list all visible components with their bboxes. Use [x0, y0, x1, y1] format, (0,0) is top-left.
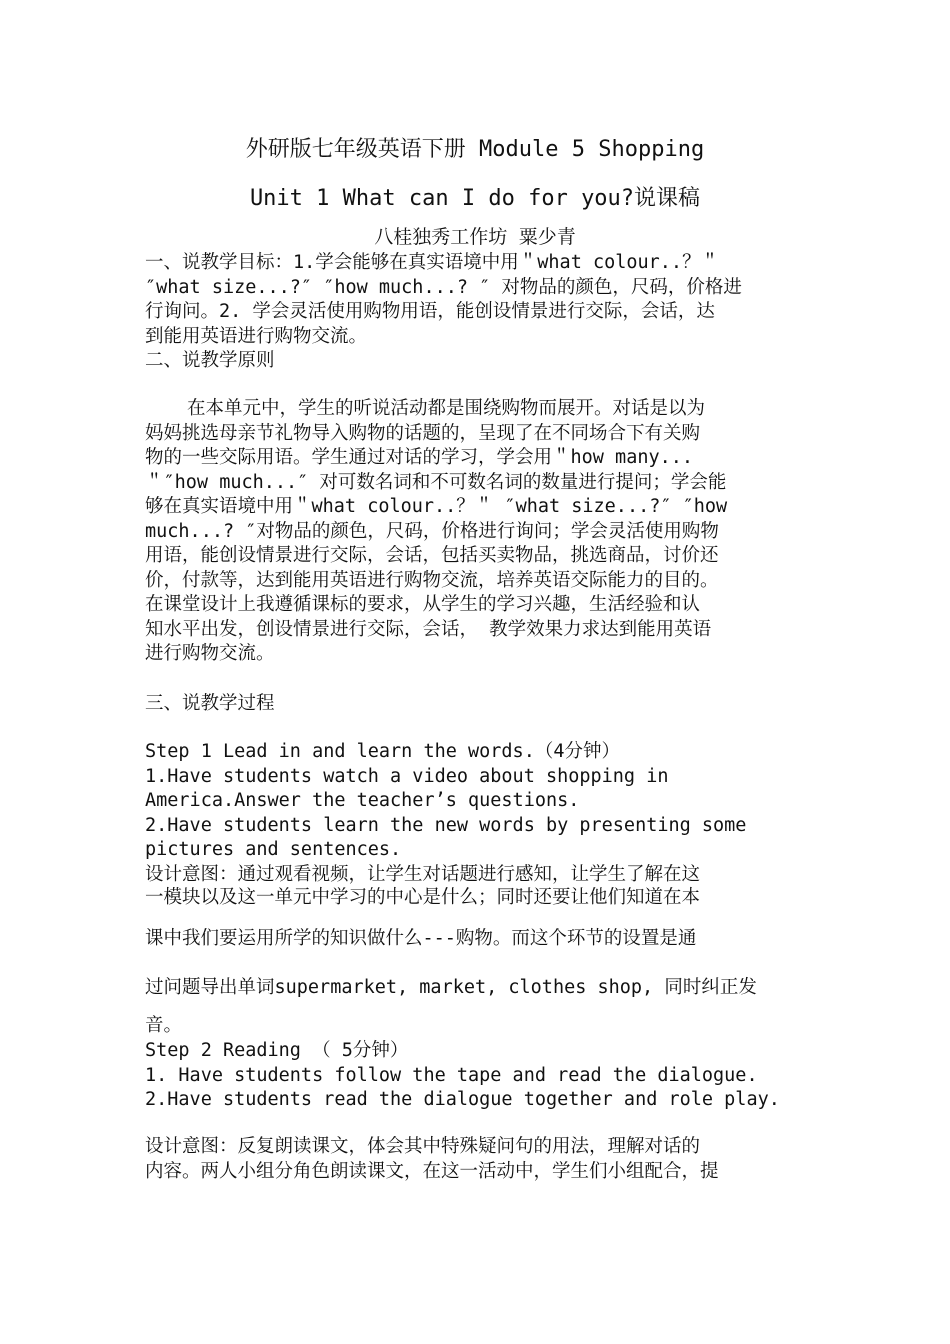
- step1-design-block: [145, 1014, 807, 1039]
- step-item: America.Answer the teacher’s questions.: [145, 790, 580, 811]
- paragraph-line: 用语，能创设情景进行交际，会话，包括买卖物品，挑选商品，讨价还: [145, 545, 719, 566]
- paragraph-line: ＂″how much...″ 对可数名词和不可数名词的数量进行提问；学会能: [145, 471, 727, 493]
- step-item: 2.Have students learn the new words by presenting some: [145, 814, 747, 836]
- step-item: 2.Have students read the dialogue together and role play.: [145, 1089, 780, 1110]
- step1-design-block: [145, 927, 807, 952]
- step-item: 1. Have students follow the tape and read the dialogue.: [145, 1064, 758, 1086]
- author-line: 八桂独秀工作坊 粟少青: [374, 226, 576, 248]
- paragraph-line: 价，付款等，达到能用英语进行购物交流，培养英语交际能力的目的。: [145, 569, 719, 591]
- step-item: 1.Have students watch a video about shopping in: [145, 765, 669, 787]
- paragraph-line: 到能用英语进行购物交流。: [145, 325, 368, 347]
- paragraph-line: 进行购物交流。: [145, 643, 275, 664]
- paragraph-line: 一、说教学目标：1.学会能够在真实语境中用＂what colour..？＂: [145, 252, 720, 273]
- section-teaching-objectives: [145, 251, 807, 374]
- step1-design-block: [145, 976, 807, 1001]
- paragraph-line: 知水平出发，创设情景进行交际，会话， 教学效果力求达到能用英语: [145, 618, 712, 640]
- paragraph-line: 够在真实语境中用＂what colour..？＂ ″what size...?″ ″how: [145, 496, 728, 517]
- document-title: 外研版七年级英语下册 Module 5 Shopping: [245, 137, 705, 162]
- design-intent-line: 过问题导出单词supermarket, market, clothes shop, 同时纠正发: [145, 977, 757, 998]
- section-heading: 三、说教学过程: [145, 693, 275, 714]
- step2-block: [145, 1039, 807, 1113]
- paragraph-line: 在本单元中，学生的听说活动都是围绕购物而展开。对话是以为: [187, 398, 706, 419]
- step-item: pictures and sentences.: [145, 839, 402, 860]
- paragraph-line: 物的一些交际用语。学生通过对话的学习，学会用＂how many...: [145, 447, 694, 468]
- paragraph-line: 妈妈挑选母亲节礼物导入购物的话题的，呈现了在不同场合下有关购: [145, 422, 701, 444]
- step2-design-block: [145, 1135, 807, 1184]
- paragraph-line: ″what size...?″ ″how much...? ″ 对物品的颜色，尺码，价格进: [145, 276, 742, 298]
- step-heading: Step 1 Lead in and learn the words.（4分钟）: [145, 741, 620, 762]
- design-intent-line: 一模块以及这一单元中学习的中心是什么；同时还要让他们知道在本: [145, 887, 701, 908]
- design-intent-line: 内容。两人小组分角色朗读课文，在这一活动中，学生们小组配合，提: [145, 1160, 719, 1182]
- design-intent-line: 设计意图：反复朗读课文，体会其中特殊疑问句的用法，理解对话的: [145, 1136, 701, 1157]
- design-intent-line: 设计意图：通过观看视频，让学生对话题进行感知，让学生了解在这: [145, 863, 701, 885]
- section-teaching-process: [145, 692, 807, 717]
- step-heading: Step 2 Reading （ 5分钟）: [145, 1040, 409, 1061]
- section-heading: 二、说教学原则: [145, 350, 275, 371]
- document-subtitle: Unit 1 What can I do for you?说课稿: [249, 186, 701, 211]
- paragraph-line: 在课堂设计上我遵循课标的要求，从学生的学习兴趣，生活经验和认: [145, 594, 701, 615]
- paragraph-line: much...? ″对物品的颜色，尺码，价格进行询问；学会灵活使用购物: [145, 520, 719, 542]
- step1-block: [145, 740, 807, 887]
- paragraph-line: 行询问。2. 学会灵活使用购物用语，能创设情景进行交际，会话，达: [145, 301, 715, 322]
- design-intent-line: 音。: [145, 1015, 183, 1036]
- section-teaching-principles: [145, 397, 807, 667]
- step1-design-block: [145, 886, 807, 911]
- design-intent-line: 课中我们要运用所学的知识做什么---购物。而这个环节的设置是通: [145, 928, 697, 949]
